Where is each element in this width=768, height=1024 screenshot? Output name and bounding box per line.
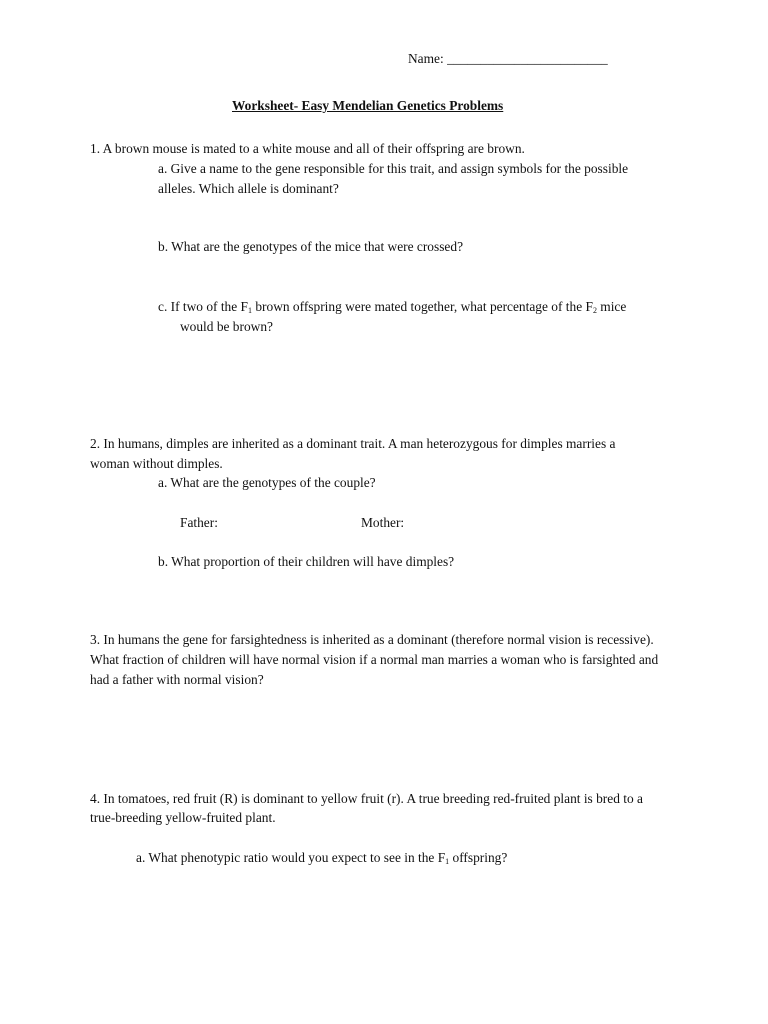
question-1c-line-2: would be brown?: [180, 319, 273, 334]
question-1a-line-1: a. Give a name to the gene responsible for this trait, and assign symbols for the possible: [158, 161, 629, 176]
question-2b: b. What proportion of their children will have dimples?: [158, 554, 455, 569]
question-1c-text-2: brown offspring were mated together, what percentage of the F: [252, 299, 593, 314]
question-3-line-1: 3. In humans the gene for farsightedness is inherited as a dominant (therefore normal vision is recessive).: [90, 632, 654, 647]
worksheet-title: Worksheet- Easy Mendelian Genetics Problems: [232, 98, 504, 113]
question-1c-line-1: [158, 297, 626, 316]
question-4a-text-1: a. What phenotypic ratio would you expect to see in the F: [136, 850, 446, 865]
question-4-line-1: 4. In tomatoes, red fruit (R) is dominant to yellow fruit (r). A true breeding red-fruited plant is bred to a: [90, 791, 643, 806]
question-1b: b. What are the genotypes of the mice that were crossed?: [158, 239, 464, 254]
question-4a-text-2: offspring?: [449, 850, 508, 865]
question-1c-text-3: mice: [596, 299, 627, 314]
mother-label: Mother:: [361, 515, 405, 530]
question-2-stem-line-2: woman without dimples.: [90, 456, 223, 471]
question-4-line-2: true-breeding yellow-fruited plant.: [90, 810, 276, 825]
question-2-stem-line-1: 2. In humans, dimples are inherited as a dominant trait. A man heterozygous for dimples marries a: [90, 436, 616, 451]
question-1a-line-2: alleles. Which allele is dominant?: [158, 181, 339, 196]
subscript-f2: 2: [592, 306, 597, 315]
question-1-stem: 1. A brown mouse is mated to a white mouse and all of their offspring are brown.: [90, 141, 525, 156]
question-3-line-2: What fraction of children will have normal vision if a normal man marries a woman who is farsighted and: [90, 652, 659, 667]
subscript-f1: 1: [248, 306, 252, 315]
question-4a: [136, 848, 507, 867]
name-field: [408, 49, 608, 68]
question-1c-text-1: c. If two of the F: [158, 299, 248, 314]
name-label: Name:: [408, 51, 444, 66]
question-2a: a. What are the genotypes of the couple?: [158, 475, 376, 490]
question-3-line-3: had a father with normal vision?: [90, 672, 264, 687]
subscript-f1: 1: [445, 857, 450, 866]
father-label: Father:: [180, 515, 218, 530]
name-blank-line: ________________________: [447, 51, 608, 66]
